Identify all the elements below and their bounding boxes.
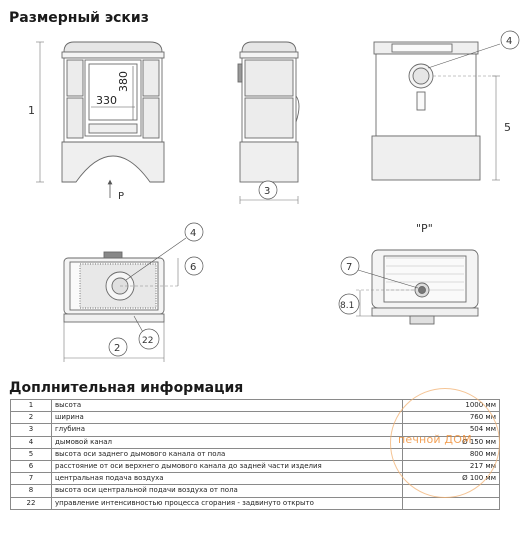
side-dim-3-label: 3 <box>264 186 271 197</box>
table-cell-num: 2 <box>11 412 52 424</box>
rear-view <box>372 42 500 180</box>
table-cell-desc: высота оси заднего дымового канала от пола <box>52 448 403 460</box>
table-cell-num: 7 <box>11 473 52 485</box>
front-dim-380-label: 380 <box>117 71 130 92</box>
view-p-title: "P" <box>416 222 433 235</box>
table-cell-num: 3 <box>11 424 52 436</box>
table-cell-desc: центральная подача воздуха <box>52 473 403 485</box>
front-dim-330-label: 330 <box>96 94 117 107</box>
top-flue-label: 4 <box>190 228 197 239</box>
front-view <box>36 42 164 198</box>
table-cell-desc: управление интенсивностью процесса сгорания - задвинуто открыто <box>52 497 403 509</box>
section-title: Доплнительная информация <box>9 380 244 396</box>
table-cell-value: 504 мм <box>403 424 500 436</box>
page-title: Размерный эскиз <box>9 10 149 26</box>
watermark-logo <box>390 388 502 500</box>
table-cell-value: Ø 150 мм <box>403 436 500 448</box>
table-cell-num: 22 <box>11 497 52 509</box>
table-cell-num: 8 <box>11 485 52 497</box>
side-view <box>238 42 299 204</box>
table-cell-value: 800 мм <box>403 448 500 460</box>
table-cell-num: 4 <box>11 436 52 448</box>
top-air-control-label: 22 <box>142 336 154 346</box>
front-dim-1-label: 1 <box>28 104 35 117</box>
rear-dim-5-label: 5 <box>504 121 511 134</box>
table-cell-value: Ø 100 мм <box>403 473 500 485</box>
front-arrow-label: P <box>118 191 125 202</box>
table-cell-value: 760 мм <box>403 412 500 424</box>
view-p <box>356 250 478 324</box>
view-p-height-label: 8.1 <box>340 301 355 311</box>
table-cell-desc: высота <box>52 400 403 412</box>
rear-flue-label: 4 <box>506 36 513 47</box>
table-cell-desc: расстояние от оси верхнего дымового канала до задней части изделия <box>52 460 403 472</box>
table-cell-value: 217 мм <box>403 460 500 472</box>
table-cell-num: 5 <box>11 448 52 460</box>
top-offset-label: 6 <box>190 262 197 273</box>
watermark-text: печной ДОМ <box>398 433 472 446</box>
table-cell-desc: ширина <box>52 412 403 424</box>
table-cell-desc: дымовой канал <box>52 436 403 448</box>
table-cell-desc: глубина <box>52 424 403 436</box>
table-cell-num: 1 <box>11 400 52 412</box>
top-width-label: 2 <box>114 343 121 354</box>
table-cell-desc: высота оси центральной подачи воздуха от пола <box>52 485 403 497</box>
table-cell-num: 6 <box>11 460 52 472</box>
view-p-air-label: 7 <box>346 262 353 273</box>
table-cell-value: 1000 мм <box>403 400 500 412</box>
